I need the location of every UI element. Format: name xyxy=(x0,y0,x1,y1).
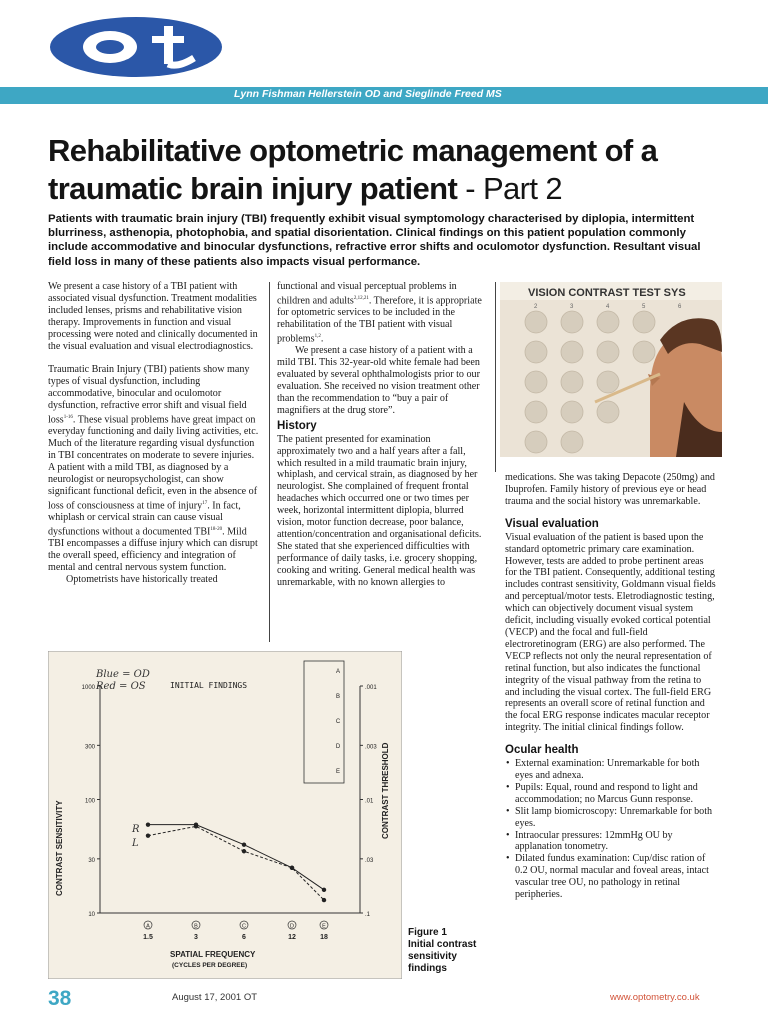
y2-tick-label: .1 xyxy=(365,912,371,918)
patient-photo xyxy=(500,282,722,457)
chart-number: 5 xyxy=(642,304,646,310)
column-rule xyxy=(495,282,496,472)
chart-number: 4 xyxy=(606,304,610,310)
data-point xyxy=(242,842,246,846)
figure-caption-text: Initial contrast sensitivity findings xyxy=(408,939,477,974)
paragraph: Traumatic Brain Injury (TBI) patients show many types of visual dysfunction, including accommodative, binocular and oculomotor dysfunction, refractive error shift and visual field loss$^{1-16}$. These visual problems have great impact on everyday functioning and daily living activities, etc. Much of the literature regarding visual dysfunction in TBI concentrates on moderate to severe injuries. A patient with a mild TBI, as diagnosed by a neurologist or neuropsychologist, can show significant functional deficit, even in the absence of loss of consciousness at time of injury$^{17}$. In fact, whiplash or cervical strain can cause visual dysfunctions without a documented TBI$^{18-20}$. Mild TBI encompasses a diffuse injury which can disrupt the overall speed, efficiency and integration of mental and central nervous system function. xyxy=(48,364,259,574)
l-mark: L xyxy=(132,838,139,849)
paragraph: Visual evaluation of the patient is based upon the standard optometric primary care examination. However, tests are added to probe pertinent areas for the TBI patient. Consequently, additional testing includes contrast sensitivity, Goldmann visual fields and perceptual/motor tests. Eletrodiagnostic testing, which can objectively document visual system deficit, including visually evoked cortical potential (VECP) and the focal and full-field electroretinogram (ERG) are also performed. The VECP reflects not only the neural representation of retinal function, but also indicates the functional integrity of the visual pathway from the retina to and including the visual cortex. The full-field ERG represents an overall score of retinal function and the focal ERG response indicates macular receptor integrity. The initial clinical findings follow. xyxy=(505,531,716,734)
r-mark: R xyxy=(132,824,140,835)
article-title xyxy=(48,132,748,208)
heading-ocular-health: Ocular health xyxy=(505,744,579,757)
column-rule xyxy=(269,282,270,642)
x-axis-label: SPATIAL FREQUENCY xyxy=(170,950,256,959)
list-item: • Intraocular pressures: 12mmHg OU by applanation tonometry. xyxy=(515,830,717,854)
heading-history: History xyxy=(277,419,317,432)
column-3 xyxy=(505,472,717,901)
y-axis-label: CONTRAST SENSITIVITY xyxy=(55,800,64,896)
footer-url[interactable]: www.optometry.co.uk xyxy=(610,992,700,1003)
paragraph: Optometrists have historically treated xyxy=(66,573,218,585)
row-letter: C xyxy=(335,719,341,725)
annotation-od: Blue = OD xyxy=(96,669,150,680)
figure-caption xyxy=(408,927,488,975)
column-1 xyxy=(48,281,260,586)
contrast-sensitivity-chart xyxy=(48,651,402,979)
footer-date: August 17, 2001 OT xyxy=(172,992,258,1003)
chart-heading: INITIAL FINDINGS xyxy=(170,681,248,690)
page-number: 38 xyxy=(48,987,72,1010)
x-axis-sublabel: (CYCLES PER DEGREE) xyxy=(172,962,248,969)
y-tick-label: 100 xyxy=(84,798,95,805)
data-point xyxy=(146,833,150,837)
paragraph: We present a case history of a patient with a mild TBI. This 32-year-old white female had been evaluated by several ophthalmologists prior to our evaluation. She received no vision treatment other than the recommendation to “buy a pair of magnifiers at the drug store”. xyxy=(277,345,480,416)
y2-tick-label: .03 xyxy=(365,857,374,864)
data-point xyxy=(146,822,150,826)
paragraph: The patient presented for examination approximately two and a half years after a fall, which resulted in a mild traumatic brain injury, whiplash, and cervical strain, as diagnosed by her neurologist. She complained of frequent frontal headaches which occurred one or two times per week, horizontal intermittent diplopia, blurred vision, motor function decrease, poor balance, attention/concentration and organisational deficits. She stated that she experienced difficulties with performance of daily tasks, i.e. grocery shopping, cooking and writing. General medical health was unremarkable, with no known allergies to xyxy=(277,433,482,588)
y-tick-label: 300 xyxy=(84,744,95,751)
figure-title: Figure 1 xyxy=(408,927,447,938)
data-point xyxy=(194,824,198,828)
x-tick-label: 3 xyxy=(194,934,198,941)
list-item: • Dilated fundus examination: Cup/disc ration of 0.2 OU, normal macular and foveal areas, intact vascular tree OU, no pathology in retinal peripheries. xyxy=(515,853,717,901)
y-tick-label: 30 xyxy=(88,857,95,864)
heading-visual-evaluation: Visual evaluation xyxy=(505,517,599,530)
title-main: Rehabilitative optometric management of a traumatic brain injury patient xyxy=(48,133,658,206)
author-line: Lynn Fishman Hellerstein OD and Sieglinde Freed MS xyxy=(234,88,502,100)
paragraph: functional and visual perceptual problems in children and adults$^{2,12,21}$. Therefore, it is appropriate for optometric services to be included in the rehabilitation of the TBI patient with visual problems$^{1,2}$. xyxy=(277,281,482,345)
x-tick-label: 1.5 xyxy=(143,934,153,941)
list-item: • Pupils: Equal, round and respond to light and accommodation; no Marcus Gunn response. xyxy=(515,782,717,806)
row-letter: A xyxy=(335,669,341,675)
x-tick-label: 12 xyxy=(288,934,296,941)
y-tick-label: 1000 xyxy=(81,685,95,691)
chart-number: 3 xyxy=(570,304,574,310)
y2-tick-label: .001 xyxy=(365,685,377,691)
list-item: • External examination: Unremarkable for both eyes and adnexa. xyxy=(515,758,717,782)
chart-number: 2 xyxy=(534,304,538,310)
chart-number: 6 xyxy=(678,304,682,310)
y2-tick-label: .01 xyxy=(365,798,374,805)
row-letter: E xyxy=(335,769,341,775)
ocular-health-list xyxy=(505,758,717,901)
chart-label: VISION CONTRAST TEST SYS xyxy=(528,287,686,299)
list-item: • Slit lamp biomicroscopy: Unremarkable for both eyes. xyxy=(515,806,717,830)
y-tick-label: 10 xyxy=(88,912,95,918)
column-letter: C xyxy=(242,923,246,930)
x-tick-label: 18 xyxy=(320,934,328,941)
data-point xyxy=(322,898,326,902)
abstract: Patients with traumatic brain injury (TBI) frequently exhibit visual symptomology characterised by diplopia, intermittent blurriness, asthenopia, photophobia, and spatial disorientation. Clinical findings on this patient population commonly include accommodative and binocular dysfunctions, refractive error shifts and oculomotor dysfunction. Resultant visual field loss in many of these patients also impacts visual performance. xyxy=(48,213,701,268)
row-letter: B xyxy=(335,694,341,700)
y2-tick-label: .003 xyxy=(365,744,377,751)
data-point xyxy=(242,849,246,853)
row-letter: D xyxy=(335,744,341,750)
annotation-os: Red = OS xyxy=(96,681,146,692)
column-letter: D xyxy=(290,923,294,930)
x-tick-label: 6 xyxy=(242,934,246,941)
paragraph: medications. She was taking Depacote (250mg) and Ibuprofen. Family history of previous eye or head trauma and the social history was unremarkable. xyxy=(505,472,715,507)
ot-logo xyxy=(48,14,224,80)
y2-axis-label: CONTRAST THRESHOLD xyxy=(381,742,390,839)
column-letter: E xyxy=(322,923,326,930)
title-part: - Part 2 xyxy=(465,171,563,206)
paragraph: We present a case history of a TBI patient with associated visual dysfunction. Treatment modalities included lenses, prisms and rehabilitative vision therapy. Improvements in function and visual processing were noted and clinically documented in the visual evaluation and visual electrodiagnostics. xyxy=(48,281,258,352)
column-letter: A xyxy=(146,923,150,930)
data-point xyxy=(322,888,326,892)
column-letter: B xyxy=(194,923,198,930)
column-2 xyxy=(277,281,482,588)
data-point xyxy=(290,866,294,870)
